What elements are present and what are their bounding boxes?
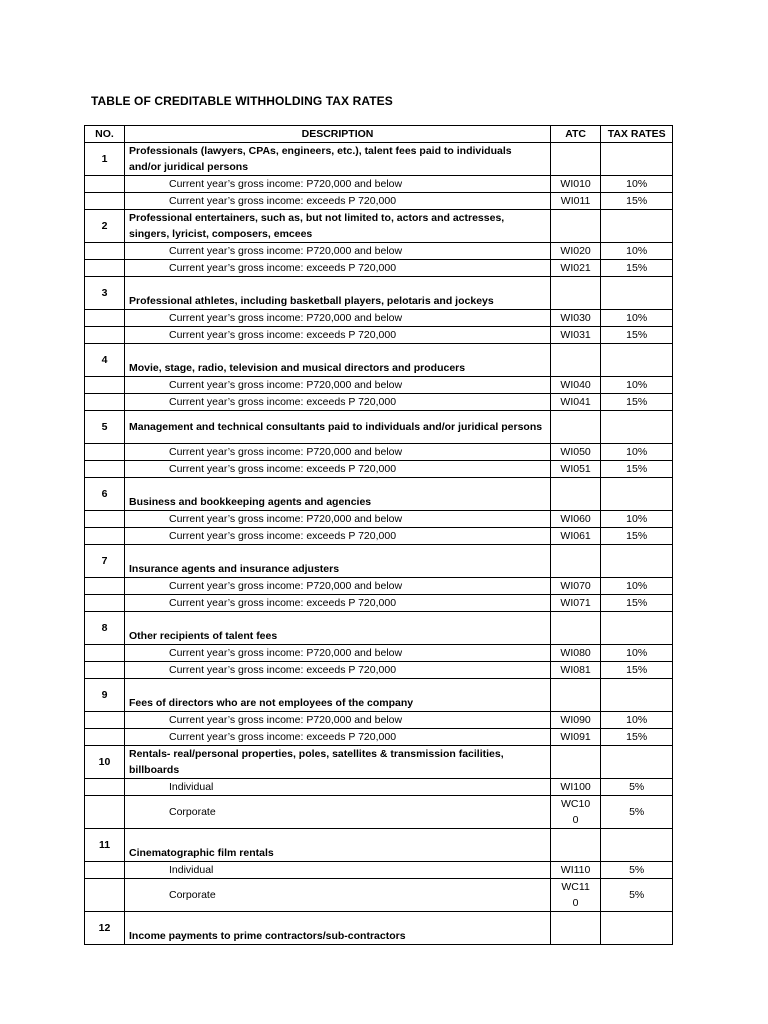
empty-cell bbox=[601, 912, 673, 945]
table-row bbox=[85, 729, 673, 746]
row-rate: 10% bbox=[601, 243, 673, 260]
section-heading-row bbox=[85, 277, 673, 310]
empty-cell bbox=[551, 478, 601, 511]
empty-cell bbox=[85, 662, 125, 679]
page-title: TABLE OF CREDITABLE WITHHOLDING TAX RATES bbox=[91, 94, 393, 108]
empty-cell bbox=[85, 645, 125, 662]
row-atc: WI040 bbox=[551, 377, 601, 394]
section-heading: Other recipients of talent fees bbox=[125, 612, 551, 645]
row-rate: 15% bbox=[601, 193, 673, 210]
table-row bbox=[85, 193, 673, 210]
row-atc: WI010 bbox=[551, 176, 601, 193]
row-rate: 10% bbox=[601, 444, 673, 461]
section-heading-row bbox=[85, 912, 673, 945]
section-11 bbox=[85, 829, 673, 912]
empty-cell bbox=[85, 712, 125, 729]
row-atc: WI071 bbox=[551, 595, 601, 612]
empty-cell bbox=[601, 612, 673, 645]
row-atc: WI021 bbox=[551, 260, 601, 277]
row-rate: 10% bbox=[601, 176, 673, 193]
empty-cell bbox=[601, 277, 673, 310]
section-number: 10 bbox=[85, 746, 125, 779]
header-atc: ATC bbox=[551, 126, 601, 143]
table-row bbox=[85, 327, 673, 344]
table-row bbox=[85, 645, 673, 662]
header-no: NO. bbox=[85, 126, 125, 143]
empty-cell bbox=[601, 478, 673, 511]
row-rate: 10% bbox=[601, 712, 673, 729]
section-number: 11 bbox=[85, 829, 125, 862]
empty-cell bbox=[551, 912, 601, 945]
table-row bbox=[85, 461, 673, 478]
row-atc: WI050 bbox=[551, 444, 601, 461]
table-row bbox=[85, 310, 673, 327]
empty-cell bbox=[85, 578, 125, 595]
row-atc: WI051 bbox=[551, 461, 601, 478]
empty-cell bbox=[85, 511, 125, 528]
empty-cell bbox=[85, 461, 125, 478]
row-atc: WI091 bbox=[551, 729, 601, 746]
row-rate: 15% bbox=[601, 595, 673, 612]
section-heading: Professionals (lawyers, CPAs, engineers, etc.), talent fees paid to individuals and/or juridical persons bbox=[125, 143, 551, 176]
row-rate: 10% bbox=[601, 511, 673, 528]
table-row bbox=[85, 176, 673, 193]
empty-cell bbox=[601, 411, 673, 444]
empty-cell bbox=[601, 210, 673, 243]
row-description: Current year’s gross income: exceeds P 720,000 bbox=[125, 595, 551, 612]
table-row bbox=[85, 779, 673, 796]
row-rate: 15% bbox=[601, 461, 673, 478]
table-row bbox=[85, 662, 673, 679]
row-rate: 10% bbox=[601, 310, 673, 327]
empty-cell bbox=[85, 779, 125, 796]
section-heading: Movie, stage, radio, television and musical directors and producers bbox=[125, 344, 551, 377]
table-header-row bbox=[85, 126, 673, 143]
row-rate: 5% bbox=[601, 862, 673, 879]
section-number: 7 bbox=[85, 545, 125, 578]
row-description: Corporate bbox=[125, 879, 551, 912]
table-row bbox=[85, 394, 673, 411]
row-atc: WI090 bbox=[551, 712, 601, 729]
section-heading-row bbox=[85, 478, 673, 511]
row-rate: 15% bbox=[601, 260, 673, 277]
row-atc: WI070 bbox=[551, 578, 601, 595]
empty-cell bbox=[551, 344, 601, 377]
row-rate: 5% bbox=[601, 779, 673, 796]
row-description: Current year’s gross income: P720,000 and below bbox=[125, 712, 551, 729]
row-atc: WI081 bbox=[551, 662, 601, 679]
section-heading-row bbox=[85, 829, 673, 862]
section-heading: Insurance agents and insurance adjusters bbox=[125, 545, 551, 578]
empty-cell bbox=[551, 829, 601, 862]
row-description: Current year’s gross income: P720,000 and below bbox=[125, 578, 551, 595]
section-heading: Income payments to prime contractors/sub-contractors bbox=[125, 912, 551, 945]
row-description: Current year’s gross income: P720,000 and below bbox=[125, 310, 551, 327]
empty-cell bbox=[601, 143, 673, 176]
row-description: Current year’s gross income: P720,000 and below bbox=[125, 377, 551, 394]
row-description: Current year’s gross income: P720,000 and below bbox=[125, 645, 551, 662]
row-atc: WI100 bbox=[551, 779, 601, 796]
section-number: 8 bbox=[85, 612, 125, 645]
row-atc: WC10 0 bbox=[551, 796, 601, 829]
row-atc: WI061 bbox=[551, 528, 601, 545]
empty-cell bbox=[85, 327, 125, 344]
row-description: Current year’s gross income: exceeds P 720,000 bbox=[125, 394, 551, 411]
section-8 bbox=[85, 612, 673, 679]
section-heading: Professional athletes, including basketball players, pelotaris and jockeys bbox=[125, 277, 551, 310]
section-number: 1 bbox=[85, 143, 125, 176]
empty-cell bbox=[551, 679, 601, 712]
row-description: Corporate bbox=[125, 796, 551, 829]
table-row bbox=[85, 879, 673, 912]
row-description: Current year’s gross income: exceeds P 720,000 bbox=[125, 193, 551, 210]
section-heading: Business and bookkeeping agents and agencies bbox=[125, 478, 551, 511]
empty-cell bbox=[85, 377, 125, 394]
row-description: Current year’s gross income: exceeds P 720,000 bbox=[125, 461, 551, 478]
row-description: Current year’s gross income: exceeds P 720,000 bbox=[125, 528, 551, 545]
section-heading-row bbox=[85, 344, 673, 377]
empty-cell bbox=[85, 260, 125, 277]
empty-cell bbox=[85, 879, 125, 912]
section-number: 2 bbox=[85, 210, 125, 243]
table-row bbox=[85, 260, 673, 277]
table-row bbox=[85, 243, 673, 260]
header-description: DESCRIPTION bbox=[125, 126, 551, 143]
section-number: 4 bbox=[85, 344, 125, 377]
empty-cell bbox=[551, 210, 601, 243]
section-heading-row bbox=[85, 143, 673, 176]
section-heading-row bbox=[85, 411, 673, 444]
empty-cell bbox=[85, 444, 125, 461]
row-atc: WI031 bbox=[551, 327, 601, 344]
row-description: Current year’s gross income: exceeds P 720,000 bbox=[125, 260, 551, 277]
empty-cell bbox=[551, 277, 601, 310]
row-rate: 5% bbox=[601, 796, 673, 829]
row-description: Current year’s gross income: exceeds P 720,000 bbox=[125, 662, 551, 679]
section-heading-row bbox=[85, 679, 673, 712]
empty-cell bbox=[551, 545, 601, 578]
empty-cell bbox=[601, 545, 673, 578]
row-description: Current year’s gross income: P720,000 and below bbox=[125, 511, 551, 528]
row-rate: 10% bbox=[601, 645, 673, 662]
table-row bbox=[85, 595, 673, 612]
row-atc: WI041 bbox=[551, 394, 601, 411]
section-number: 9 bbox=[85, 679, 125, 712]
table-row bbox=[85, 796, 673, 829]
row-rate: 15% bbox=[601, 729, 673, 746]
row-atc: WI020 bbox=[551, 243, 601, 260]
section-heading: Professional entertainers, such as, but not limited to, actors and actresses, singers, lyricist, composers, emcees bbox=[125, 210, 551, 243]
section-6 bbox=[85, 478, 673, 545]
row-description: Current year’s gross income: exceeds P 720,000 bbox=[125, 327, 551, 344]
empty-cell bbox=[85, 176, 125, 193]
table-row bbox=[85, 377, 673, 394]
table-row bbox=[85, 712, 673, 729]
empty-cell bbox=[85, 310, 125, 327]
empty-cell bbox=[85, 862, 125, 879]
section-10 bbox=[85, 746, 673, 829]
empty-cell bbox=[601, 829, 673, 862]
table-row bbox=[85, 528, 673, 545]
row-description: Current year’s gross income: P720,000 and below bbox=[125, 444, 551, 461]
empty-cell bbox=[85, 193, 125, 210]
section-heading: Cinematographic film rentals bbox=[125, 829, 551, 862]
section-heading-row bbox=[85, 746, 673, 779]
table-row bbox=[85, 444, 673, 461]
row-rate: 15% bbox=[601, 528, 673, 545]
row-description: Current year’s gross income: P720,000 and below bbox=[125, 243, 551, 260]
table-row bbox=[85, 862, 673, 879]
row-description: Current year’s gross income: P720,000 and below bbox=[125, 176, 551, 193]
header-tax-rates: TAX RATES bbox=[601, 126, 673, 143]
section-7 bbox=[85, 545, 673, 612]
empty-cell bbox=[85, 243, 125, 260]
table-row bbox=[85, 511, 673, 528]
section-12 bbox=[85, 912, 673, 945]
row-rate: 15% bbox=[601, 662, 673, 679]
row-description: Individual bbox=[125, 862, 551, 879]
row-atc: WI030 bbox=[551, 310, 601, 327]
section-heading: Management and technical consultants paid to individuals and/or juridical persons bbox=[125, 411, 551, 444]
empty-cell bbox=[601, 344, 673, 377]
section-2 bbox=[85, 210, 673, 277]
row-description: Individual bbox=[125, 779, 551, 796]
empty-cell bbox=[551, 143, 601, 176]
row-atc: WC11 0 bbox=[551, 879, 601, 912]
section-number: 6 bbox=[85, 478, 125, 511]
section-number: 12 bbox=[85, 912, 125, 945]
row-rate: 10% bbox=[601, 377, 673, 394]
section-3 bbox=[85, 277, 673, 344]
row-rate: 5% bbox=[601, 879, 673, 912]
empty-cell bbox=[85, 595, 125, 612]
section-9 bbox=[85, 679, 673, 746]
empty-cell bbox=[551, 746, 601, 779]
section-heading: Rentals- real/personal properties, poles, satellites & transmission facilities, billboards bbox=[125, 746, 551, 779]
row-rate: 10% bbox=[601, 578, 673, 595]
empty-cell bbox=[85, 528, 125, 545]
section-5 bbox=[85, 411, 673, 478]
section-heading-row bbox=[85, 612, 673, 645]
section-1 bbox=[85, 143, 673, 210]
empty-cell bbox=[85, 729, 125, 746]
empty-cell bbox=[85, 394, 125, 411]
tax-rates-table bbox=[84, 125, 673, 945]
row-rate: 15% bbox=[601, 394, 673, 411]
row-atc: WI011 bbox=[551, 193, 601, 210]
section-number: 5 bbox=[85, 411, 125, 444]
empty-cell bbox=[551, 612, 601, 645]
empty-cell bbox=[601, 746, 673, 779]
empty-cell bbox=[85, 796, 125, 829]
row-atc: WI110 bbox=[551, 862, 601, 879]
section-heading-row bbox=[85, 545, 673, 578]
section-4 bbox=[85, 344, 673, 411]
section-heading: Fees of directors who are not employees of the company bbox=[125, 679, 551, 712]
table-row bbox=[85, 578, 673, 595]
row-atc: WI080 bbox=[551, 645, 601, 662]
empty-cell bbox=[601, 679, 673, 712]
section-heading-row bbox=[85, 210, 673, 243]
row-atc: WI060 bbox=[551, 511, 601, 528]
row-rate: 15% bbox=[601, 327, 673, 344]
empty-cell bbox=[551, 411, 601, 444]
row-description: Current year’s gross income: exceeds P 720,000 bbox=[125, 729, 551, 746]
section-number: 3 bbox=[85, 277, 125, 310]
